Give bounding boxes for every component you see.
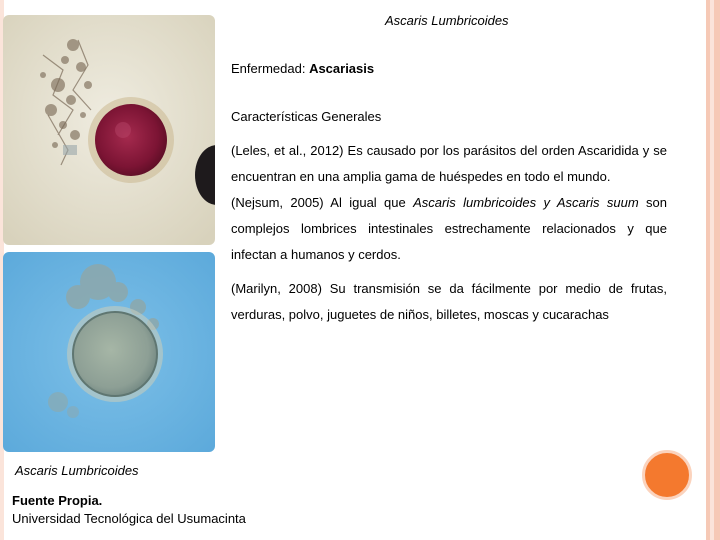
paragraph-nejsum-part-c: son complejos lombrices intestinales estrechamente relacionados y que infectan a humanos y cerdos. — [231, 195, 668, 262]
disease-value: Ascariasis — [309, 61, 375, 76]
paragraph-nejsum-connector: y — [536, 195, 557, 210]
source-label: Fuente Propia. — [12, 493, 103, 508]
institution-name: Universidad Tecnológica del Usumacinta — [12, 511, 246, 526]
paragraph-leles: (Leles, et al., 2012) Es causado por los parásitos del orden Ascaridida y se encuentran en una amplia gama de huéspedes en todo el mundo. — [231, 143, 667, 184]
species-ascaris-suum: Ascaris suum — [556, 195, 639, 210]
image-caption: Ascaris Lumbricoides — [15, 463, 139, 478]
paragraph-nejsum-part-a: (Nejsum, 2005) Al igual que — [231, 195, 414, 210]
slide-right-border — [706, 0, 720, 540]
paragraph-marilyn: (Marilyn, 2008) Su transmisión se da fácilmente por medio de frutas, verduras, polvo, juguetes de niños, billetes, moscas y cucarachas — [231, 281, 667, 322]
disease-line — [231, 61, 374, 76]
accent-circle — [642, 450, 692, 500]
micrograph-blue-egg — [3, 252, 215, 452]
paragraph-nejsum — [231, 190, 667, 268]
disease-label: Enfermedad: — [231, 61, 306, 76]
source-block — [12, 492, 246, 528]
species-ascaris-lumbricoides: Ascaris lumbricoides — [413, 195, 537, 210]
characteristics-section — [231, 104, 667, 328]
section-heading: Características Generales — [231, 109, 382, 124]
slide-title: Ascaris Lumbricoides — [385, 13, 509, 28]
micrograph-stained-egg — [3, 15, 215, 245]
